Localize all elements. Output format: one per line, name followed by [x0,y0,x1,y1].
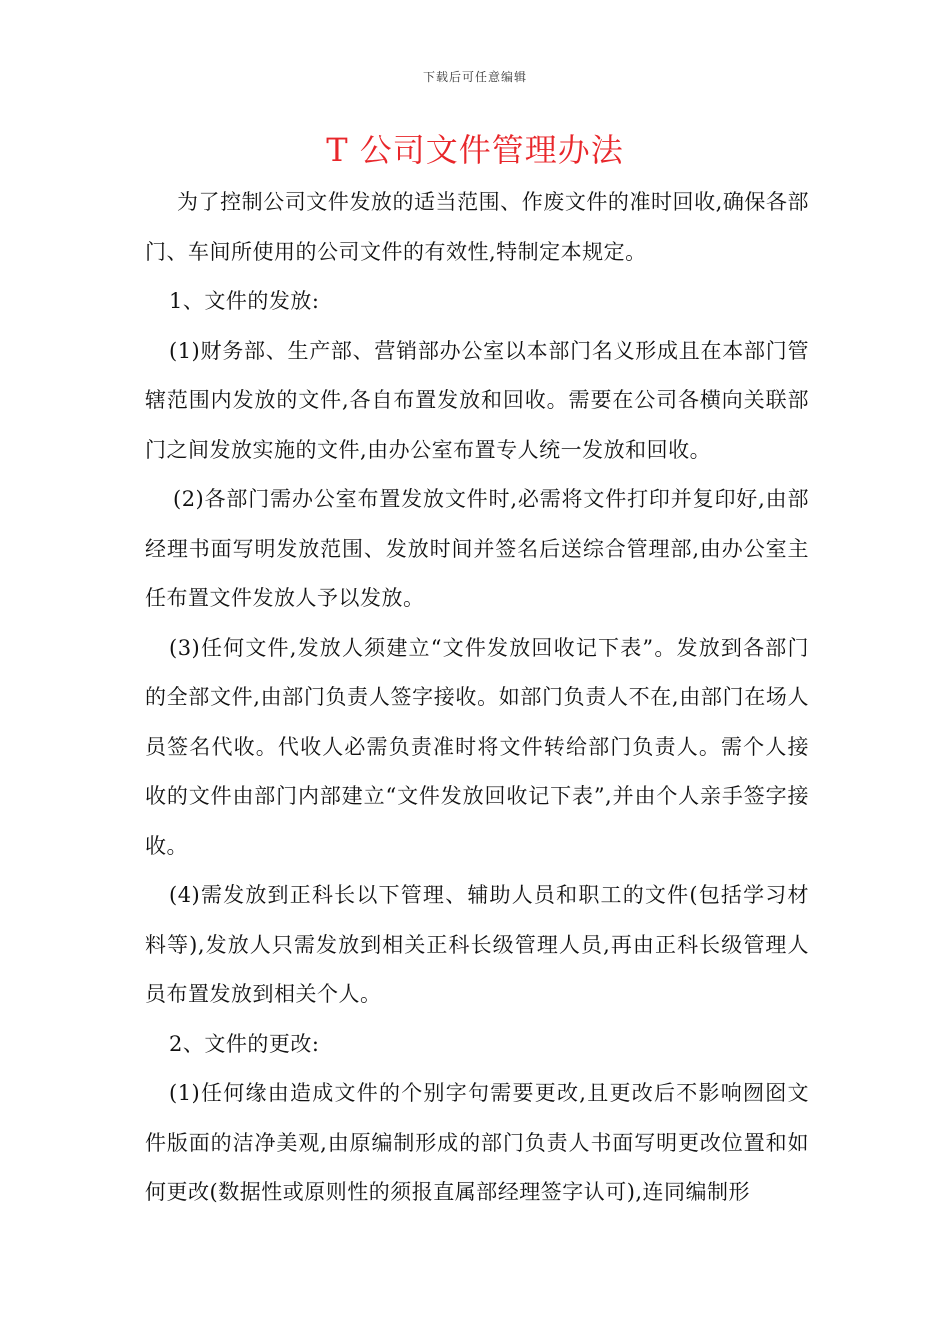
paragraph-distribution-3: (3)任何文件,发放人须建立“文件发放回收记下表”。发放到各部门的全部文件,由部门负责人签字接收。如部门负责人不在,由部门在场人员签名代收。代收人必需负责准时将文件转给部门负责人。需个人接收的文件由部门内部建立“文件发放回收记下表”,并由个人亲手签字接收。 [145,635,809,858]
document-body [145,178,809,1218]
paragraph-distribution-2: (2)各部门需办公室布置发放文件时,必需将文件打印并复印好,由部经理书面写明发放范围、发放时间并签名后送综合管理部,由办公室主任布置文件发放人予以发放。 [145,487,809,610]
paragraph-distribution-1: (1)财务部、生产部、营销部办公室以本部门名义形成且在本部门管辖范围内发放的文件,各自布置发放和回收。需要在公司各横向关联部门之间发放实施的文件,由办公室布置专人统一发放和回收。 [145,338,809,462]
paragraph-revision-1: (1)任何缘由造成文件的个别字句需要更改,且更改后不影响囫囵文件版面的洁净美观,由原编制形成的部门负责人书面写明更改位置和如何更改(数据性或原则性的须报直属部经理签字认可),连同编制形 [145,1081,809,1204]
section-heading-distribution: 1、文件的发放: [169,289,320,313]
paragraph-distribution-4: (4)需发放到正科长以下管理、辅助人员和职工的文件(包括学习材料等),发放人只需发放到相关正科长级管理人员,再由正科长级管理人员布置发放到相关个人。 [145,883,809,1006]
header-note: 下载后可任意编辑 [422,70,527,84]
paragraph-intro: 为了控制公司文件发放的适当范围、作废文件的准时回收,确保各部门、车间所使用的公司文件的有效性,特制定本规定。 [145,190,809,264]
document-title: T 公司文件管理办法 [326,131,624,169]
section-heading-revision: 2、文件的更改: [169,1031,320,1056]
